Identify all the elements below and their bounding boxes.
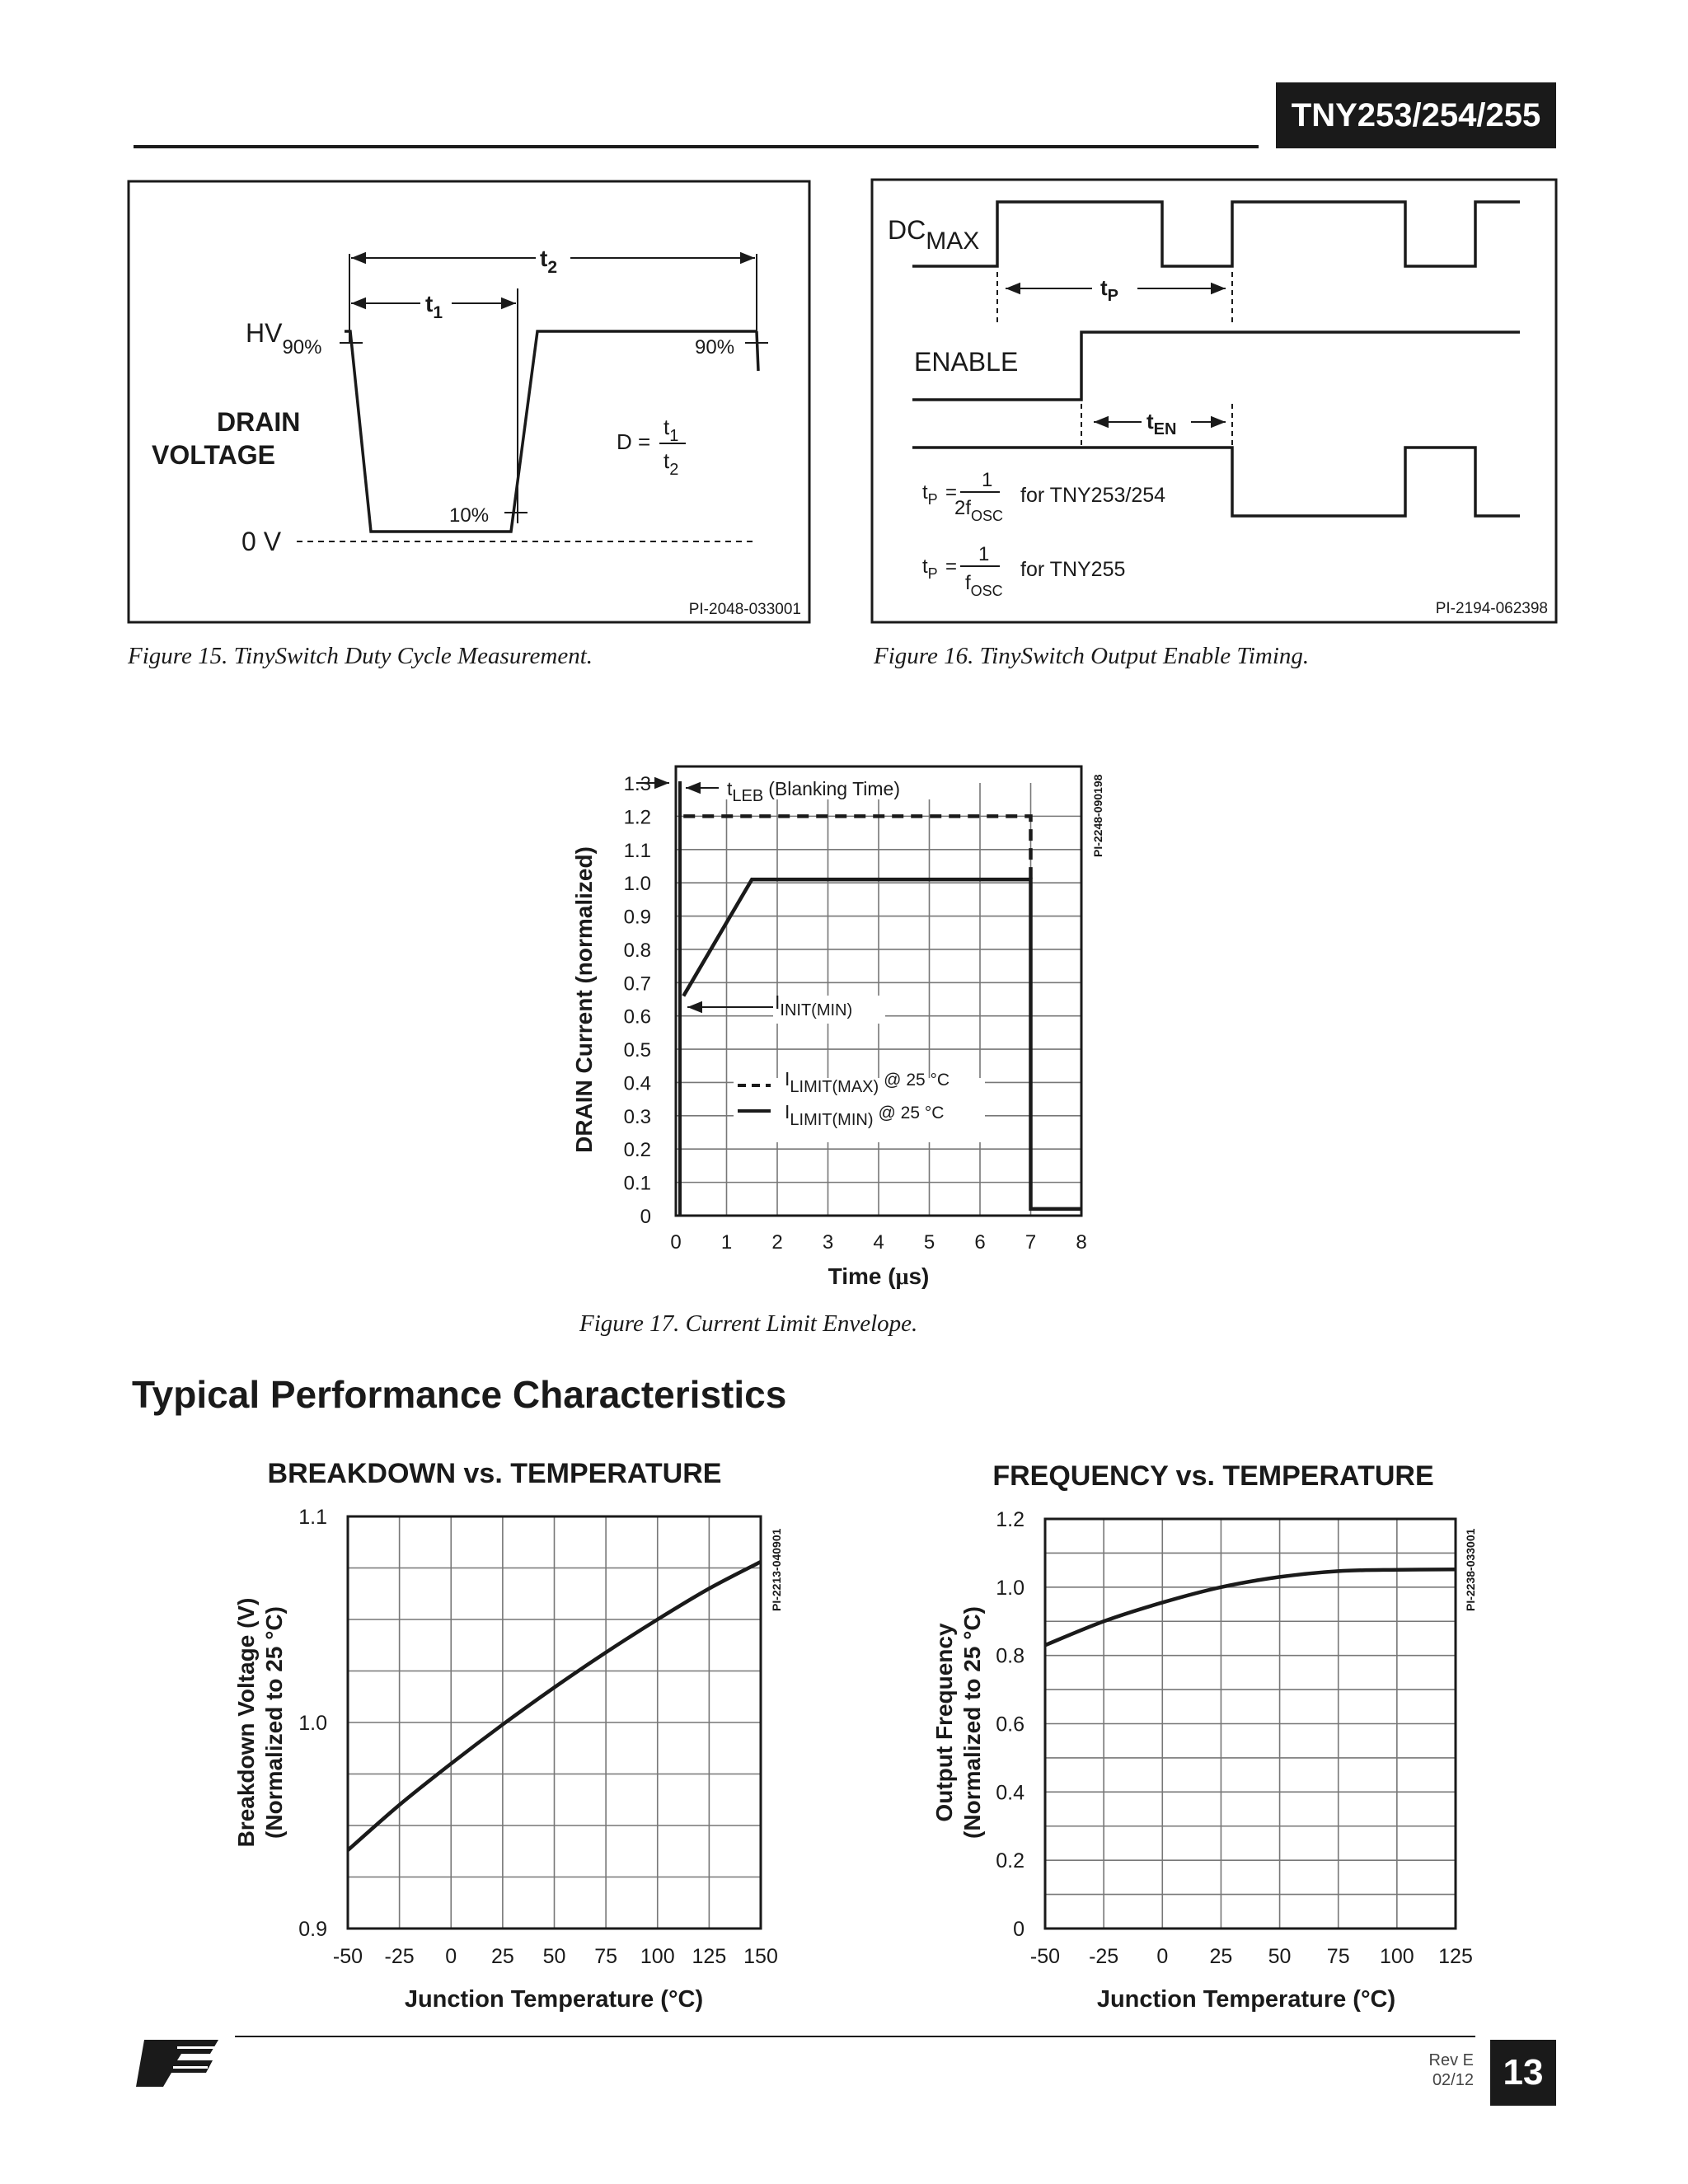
- y-tick-label: 1.0: [298, 1712, 327, 1735]
- x-tick-label: 100: [1379, 1945, 1414, 1968]
- x-tick-label: 1: [720, 1231, 733, 1254]
- svg-text:t1: $t_1$: [425, 291, 443, 322]
- svg-text:t2: $t_2$: [540, 246, 558, 277]
- figure15-caption: Figure 15. TinySwitch Duty Cycle Measurement.: [128, 643, 593, 669]
- breakdown-vs-temperature-chart: [223, 1446, 799, 2023]
- frequency-y-axis-label: Output Frequency: [931, 1623, 957, 1822]
- figure17-caption: Figure 17. Current Limit Envelope.: [579, 1310, 918, 1337]
- part-number-badge: TNY253/254/255: [1276, 82, 1556, 148]
- y-tick-label: 0.6: [996, 1713, 1025, 1736]
- breakdown-part-id: PI-2213-040901: [770, 1528, 783, 1611]
- figure17-y-axis-label: DRAIN Current (normalized): [571, 846, 597, 1153]
- x-tick-label: 75: [594, 1945, 618, 1968]
- limit-min-series-line: [683, 879, 1081, 1209]
- y-tick-label: 0.4: [996, 1781, 1025, 1805]
- init-label: IINIT(MIN): [775, 991, 853, 1019]
- figure17-current-limit-chart: [569, 758, 1129, 1294]
- y-tick-label: 0.6: [623, 1005, 651, 1029]
- breakdown-y-axis-label-2: (Normalized to 25 °C): [261, 1606, 287, 1839]
- dcmax-waveform: [912, 202, 1520, 266]
- y-tick-label: 0: [640, 1206, 651, 1228]
- svg-text:tP: $t_P$: [922, 555, 938, 582]
- y-tick-label: 0.5: [623, 1039, 651, 1062]
- frequency-vs-temperature-chart: [923, 1446, 1500, 2023]
- x-tick-label: 2: [771, 1231, 783, 1254]
- frequency-part-id: PI-2238-033001: [1464, 1528, 1477, 1611]
- svg-text:2fOSC: $2f_{OSC}$: [954, 497, 1004, 524]
- frequency-y-axis-label-2: (Normalized to 25 °C): [959, 1606, 985, 1839]
- breakdown-chart-title: BREAKDOWN vs. TEMPERATURE: [267, 1458, 722, 1489]
- section-heading: Typical Performance Characteristics: [132, 1373, 787, 1416]
- pct90-right-label: 90%: [695, 336, 735, 359]
- y-tick-label: 1.0: [996, 1576, 1025, 1600]
- x-tick-label: 100: [640, 1945, 675, 1968]
- figure16-caption: Figure 16. TinySwitch Output Enable Timing.: [874, 643, 1310, 669]
- x-tick-label: -50: [1029, 1945, 1061, 1968]
- x-tick-label: 50: [1268, 1945, 1292, 1968]
- x-tick-label: 125: [1438, 1945, 1473, 1968]
- y-tick-label: 0: [1013, 1918, 1025, 1941]
- y-tick-label: 0.4: [623, 1072, 651, 1095]
- legend-limit-min: ILIMIT(MIN) @ 25 °C: [785, 1101, 945, 1129]
- y-tick-label: 1.3: [623, 773, 651, 795]
- frequency-x-axis-label: Junction Temperature (°C): [1096, 1986, 1396, 2013]
- y-tick-label: 0.1: [623, 1172, 651, 1195]
- zero-volt-label: 0 V: [241, 527, 282, 556]
- drain-label: DRAIN: [217, 407, 301, 437]
- figure17-x-axis-label: Time (μs): [828, 1263, 930, 1290]
- figure15-duty-cycle: [124, 173, 816, 635]
- voltage-label: VOLTAGE: [152, 440, 275, 470]
- svg-text:for TNY255: for TNY255: [1020, 558, 1126, 581]
- y-tick-label: 1.1: [623, 839, 651, 862]
- svg-text:for TNY253/254: for TNY253/254: [1020, 484, 1166, 507]
- x-tick-label: 75: [1326, 1945, 1350, 1968]
- x-tick-label: 6: [974, 1231, 986, 1254]
- header-rule: [134, 145, 1259, 148]
- svg-text:=: =: [945, 555, 958, 578]
- breakdown-x-axis-label: Junction Temperature (°C): [404, 1986, 704, 2013]
- y-tick-label: 1.1: [298, 1506, 327, 1529]
- x-tick-label: 7: [1025, 1231, 1037, 1254]
- tp-formula-255: [922, 543, 1125, 599]
- x-tick-label: -25: [384, 1945, 415, 1968]
- x-tick-label: 8: [1076, 1231, 1087, 1254]
- x-tick-label: 4: [873, 1231, 884, 1254]
- figure15-frame: [129, 181, 809, 622]
- y-tick-label: 1.2: [996, 1508, 1025, 1531]
- y-tick-label: 1.0: [623, 873, 651, 896]
- x-tick-label: 0: [1156, 1945, 1169, 1968]
- revision-date: 02/12: [1432, 2071, 1474, 2089]
- y-tick-label: 0.8: [996, 1644, 1025, 1668]
- hv-label: $HV_{90\%}$: [246, 318, 322, 359]
- svg-text:tEN: $t_{EN}$: [1146, 409, 1177, 438]
- svg-text:tP: $t_P$: [1100, 275, 1119, 305]
- figure15-part-id: PI-2048-033001: [688, 601, 801, 618]
- svg-text:t1: $t_1$: [663, 415, 679, 445]
- y-tick-label: 0.2: [623, 1139, 651, 1162]
- svg-text:1: 1: [982, 469, 993, 491]
- revision-label: Rev E: [1428, 2051, 1474, 2069]
- x-tick-label: 50: [542, 1945, 566, 1968]
- y-tick-label: 0.8: [623, 939, 651, 962]
- y-tick-label: 0.9: [623, 906, 651, 929]
- y-tick-label: 1.2: [623, 806, 651, 829]
- duty-formula: D =: [617, 429, 651, 454]
- pct10-label: 10%: [449, 504, 490, 527]
- dcmax-label: DCMAX: [888, 215, 980, 255]
- company-logo: [132, 2036, 223, 2089]
- svg-text:fOSC: $f_{OSC}$: [965, 572, 1003, 599]
- y-tick-label: 0.9: [298, 1918, 327, 1941]
- figure16-part-id: PI-2194-062398: [1435, 600, 1548, 617]
- enable-label: ENABLE: [914, 347, 1019, 377]
- x-tick-label: 5: [923, 1231, 935, 1254]
- output-waveform: [912, 448, 1520, 516]
- revision-info: [1401, 2050, 1474, 2090]
- x-tick-label: 25: [1209, 1945, 1233, 1968]
- page-number: 13: [1490, 2040, 1556, 2106]
- x-tick-label: 25: [490, 1945, 514, 1968]
- x-tick-label: 0: [670, 1231, 682, 1254]
- legend-limit-max: ILIMIT(MAX) @ 25 °C: [785, 1068, 950, 1096]
- svg-text:tP: $t_P$: [922, 481, 938, 508]
- y-tick-label: 0.2: [996, 1849, 1025, 1873]
- x-tick-label: 150: [743, 1945, 778, 1968]
- x-tick-label: -50: [332, 1945, 363, 1968]
- x-tick-label: 3: [822, 1231, 834, 1254]
- x-tick-label: 125: [692, 1945, 727, 1968]
- breakdown-y-axis-label: Breakdown Voltage (V): [233, 1597, 259, 1848]
- y-tick-label: 0.7: [623, 972, 651, 996]
- frequency-chart-title: FREQUENCY vs. TEMPERATURE: [992, 1460, 1434, 1492]
- footer-rule: [235, 2036, 1475, 2037]
- svg-text:t2: $t_2$: [663, 448, 679, 479]
- figure17-part-id: PI-2248-090198: [1091, 774, 1104, 857]
- figure16-enable-timing: [870, 173, 1562, 635]
- x-tick-label: 0: [445, 1945, 457, 1968]
- y-tick-label: 0.3: [623, 1105, 651, 1128]
- svg-text:1: 1: [978, 543, 990, 565]
- svg-text:=: =: [945, 481, 958, 504]
- leb-label: tLEB (Blanking Time): [727, 778, 900, 805]
- x-tick-label: -25: [1089, 1945, 1119, 1968]
- data-series-line: [1045, 1569, 1456, 1645]
- tp-formula-253-254: [922, 469, 1165, 524]
- drain-voltage-waveform: [345, 331, 757, 532]
